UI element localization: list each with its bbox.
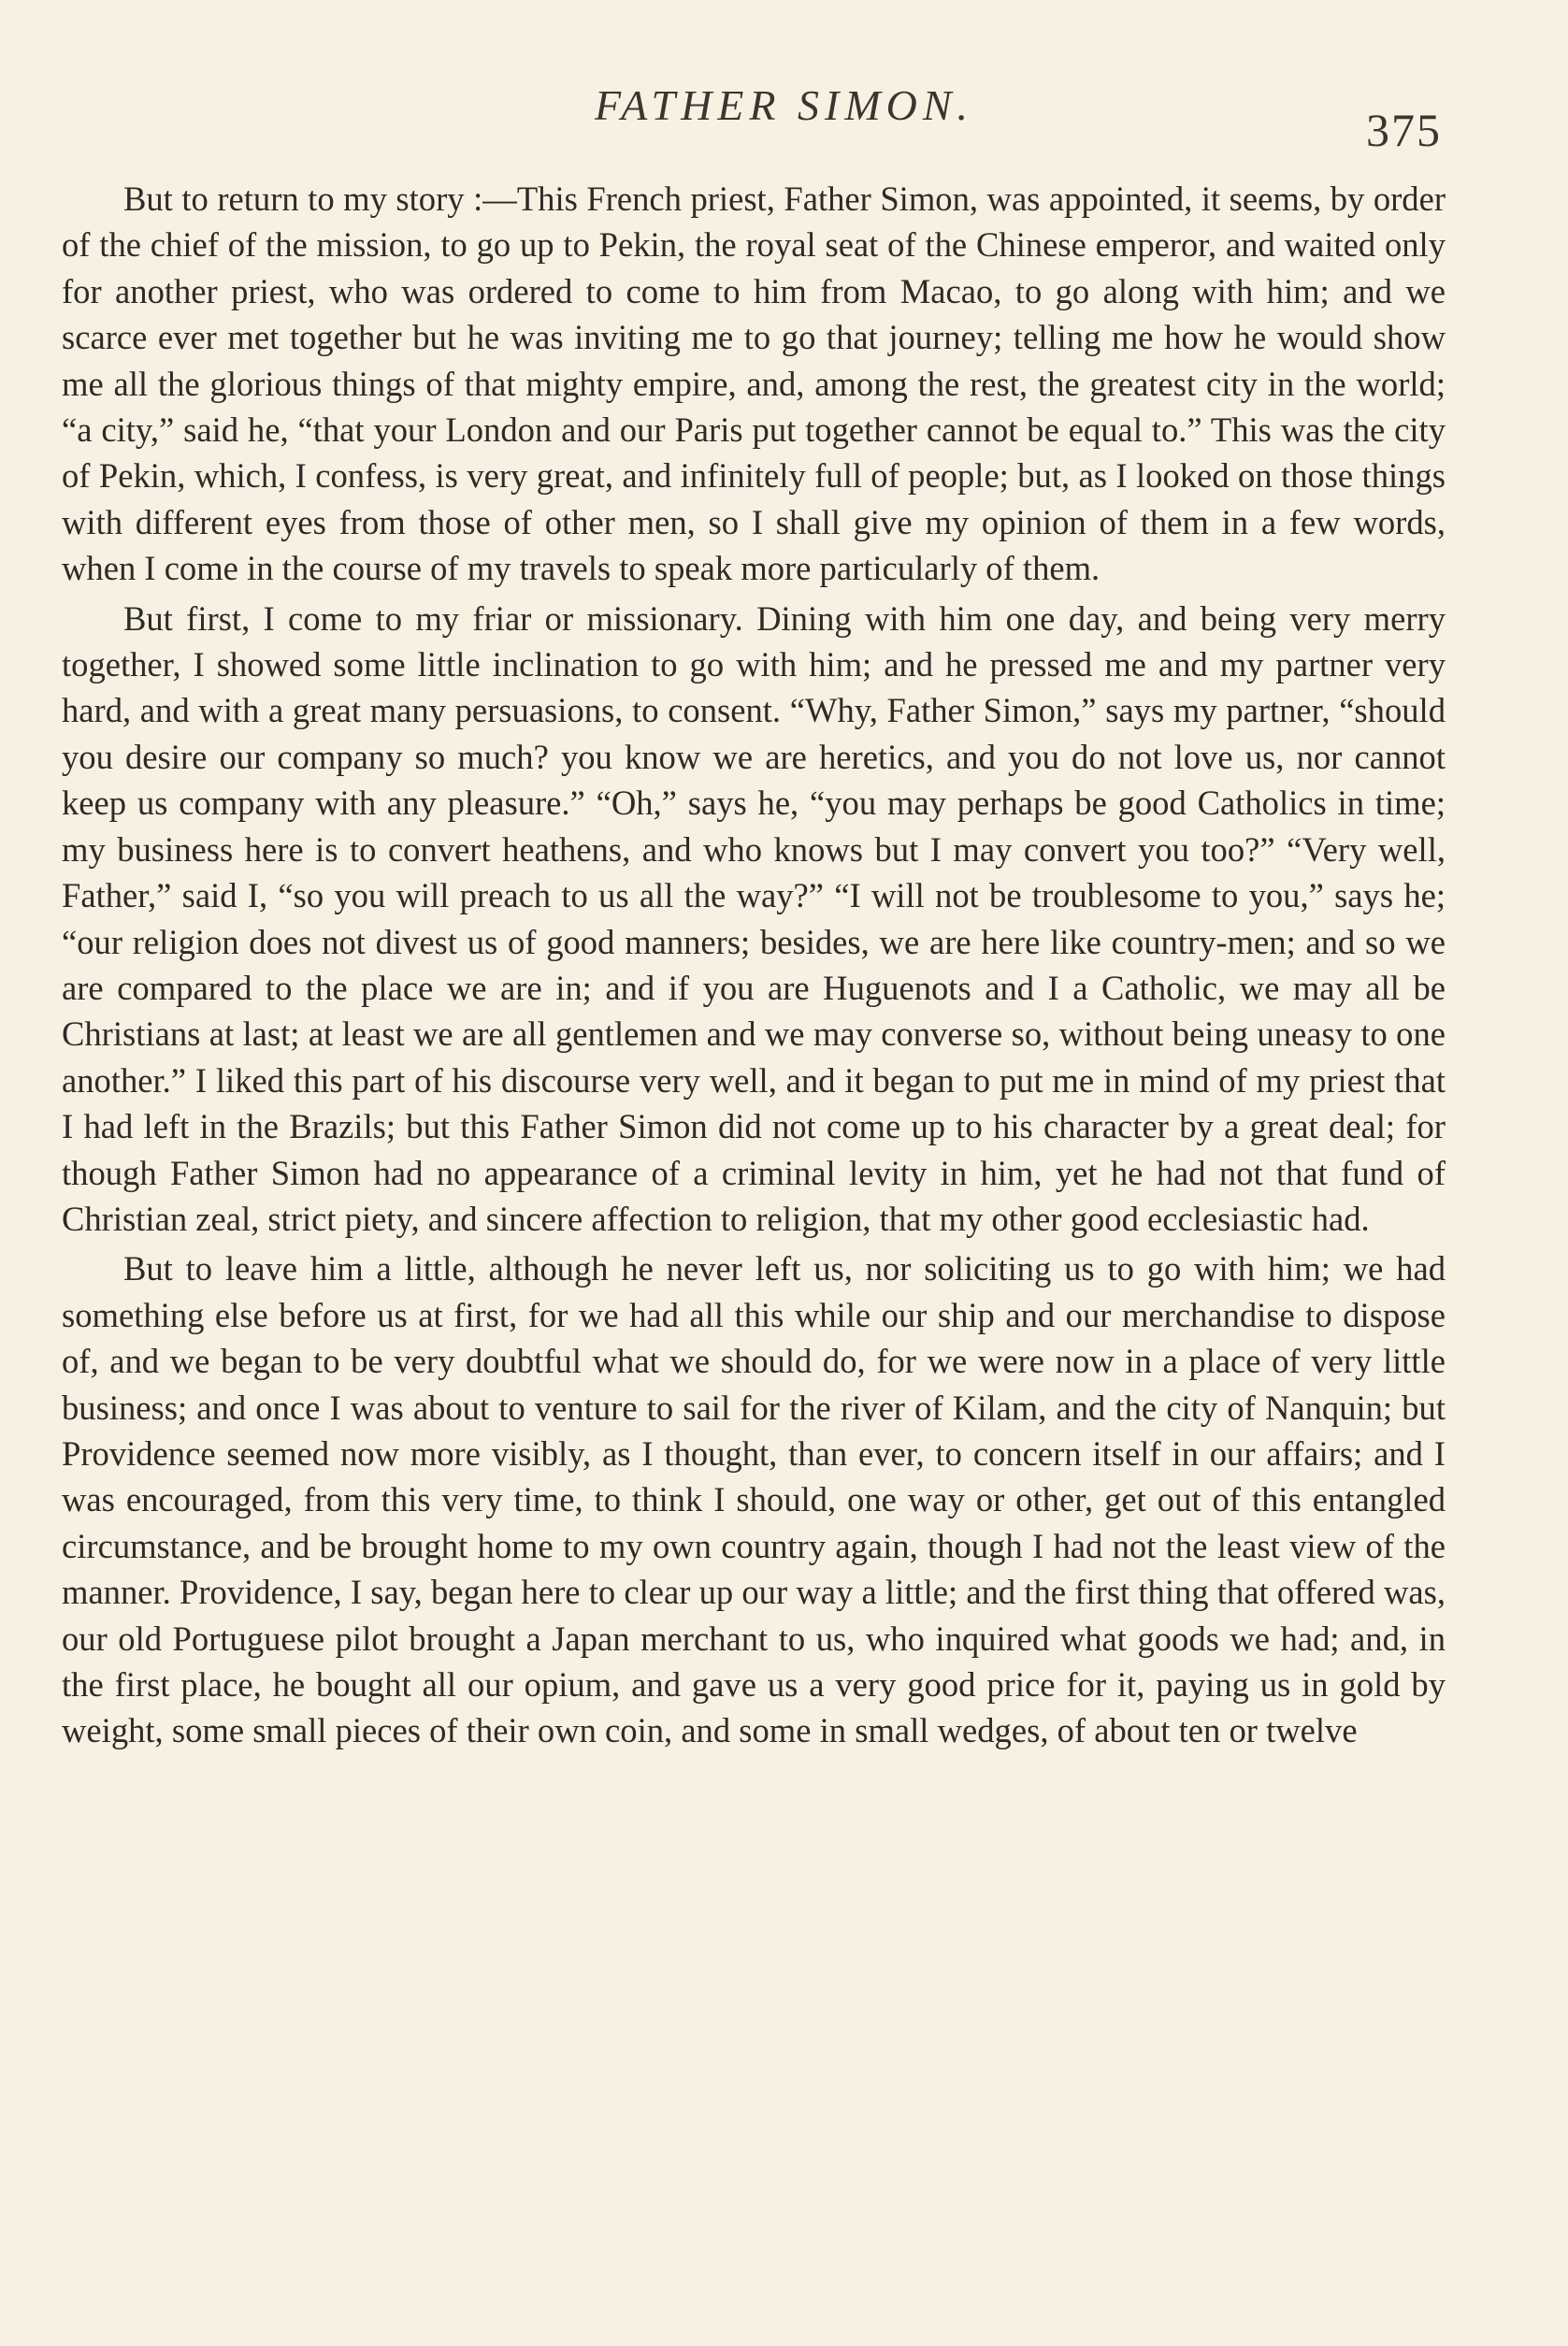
running-title: FATHER SIMON. bbox=[594, 81, 974, 129]
paragraph-1: But to return to my story :—This French priest, Father Simon, was appointed, it seems, by order of the chief of the mission, to go up to Pekin, the royal seat of the Chinese emperor, and waited only for another priest, who was ordered to come to him from Macao, to go along with him; and we scarce ever met together but he was inviting me to go that journey; telling me how he would show me all the glorious things of that mighty empire, and, among the rest, the greatest city in the world; “a city,” said he, “that your London and our Paris put together cannot be equal to.” This was the city of Pekin, which, I confess, is very great, and infinitely full of people; but, as I looked on those things with different eyes from those of other men, so I shall give my opinion of them in a few words, when I come in the course of my travels to speak more particularly of them. bbox=[62, 180, 1446, 588]
paragraph-3: But to leave him a little, although he never left us, nor soliciting us to go with him; we had something else before us at first, for we had all this while our ship and our merchandise to dispose of, and we began to be very doubtful what we should do, for we were now in a place of very little business; and once I was about to venture to sail for the river of Kilam, and the city of Nanquin; but Providence seemed now more visibly, as I thought, than ever, to concern itself in our affairs; and I was encouraged, from this very time, to think I should, one way or other, get out of this entangled circumstance, and be brought home to my own country again, though I had not the least view of the manner. Providence, I say, began here to clear up our way a little; and the first thing that offered was, our old Portuguese pilot brought a Japan merchant to us, who inquired what goods we had; and, in the first place, he bought all our opium, and gave us a very good price for it, paying us in gold by weight, some small pieces of their own coin, and some in small wedges, of about ten or twelve bbox=[62, 1249, 1446, 1750]
page-number: 375 bbox=[1366, 104, 1442, 156]
body-text bbox=[62, 176, 1446, 1754]
paragraph-2: But first, I come to my friar or missionary. Dining with him one day, and being very merry together, I showed some little inclination to go with him; and he pressed me and my partner very hard, and with a great many persuasions, to consent. “Why, Father Simon,” says my partner, “should you desire our company so much? you know we are heretics, and you do not love us, nor cannot keep us company with any pleasure.” “Oh,” says he, “you may perhaps be good Catholics in time; my business here is to convert heathens, and who knows but I may convert you too?” “Very well, Father,” said I, “so you will preach to us all the way?” “I will not be troublesome to you,” says he; “our religion does not divest us of good manners; besides, we are here like country-men; and so we are compared to the place we are in; and if you are Huguenots and I a Catholic, we may all be Christians at last; at least we are all gentlemen and we may converse so, without being uneasy to one another.” I liked this part of his discourse very well, and it began to put me in mind of my priest that I had left in the Brazils; but this Father Simon did not come up to his character by a great deal; for though Father Simon had no appearance of a criminal levity in him, yet he had not that fund of Christian zeal, strict piety, and sincere affection to religion, that my other good ecclesiastic had. bbox=[62, 598, 1446, 1238]
